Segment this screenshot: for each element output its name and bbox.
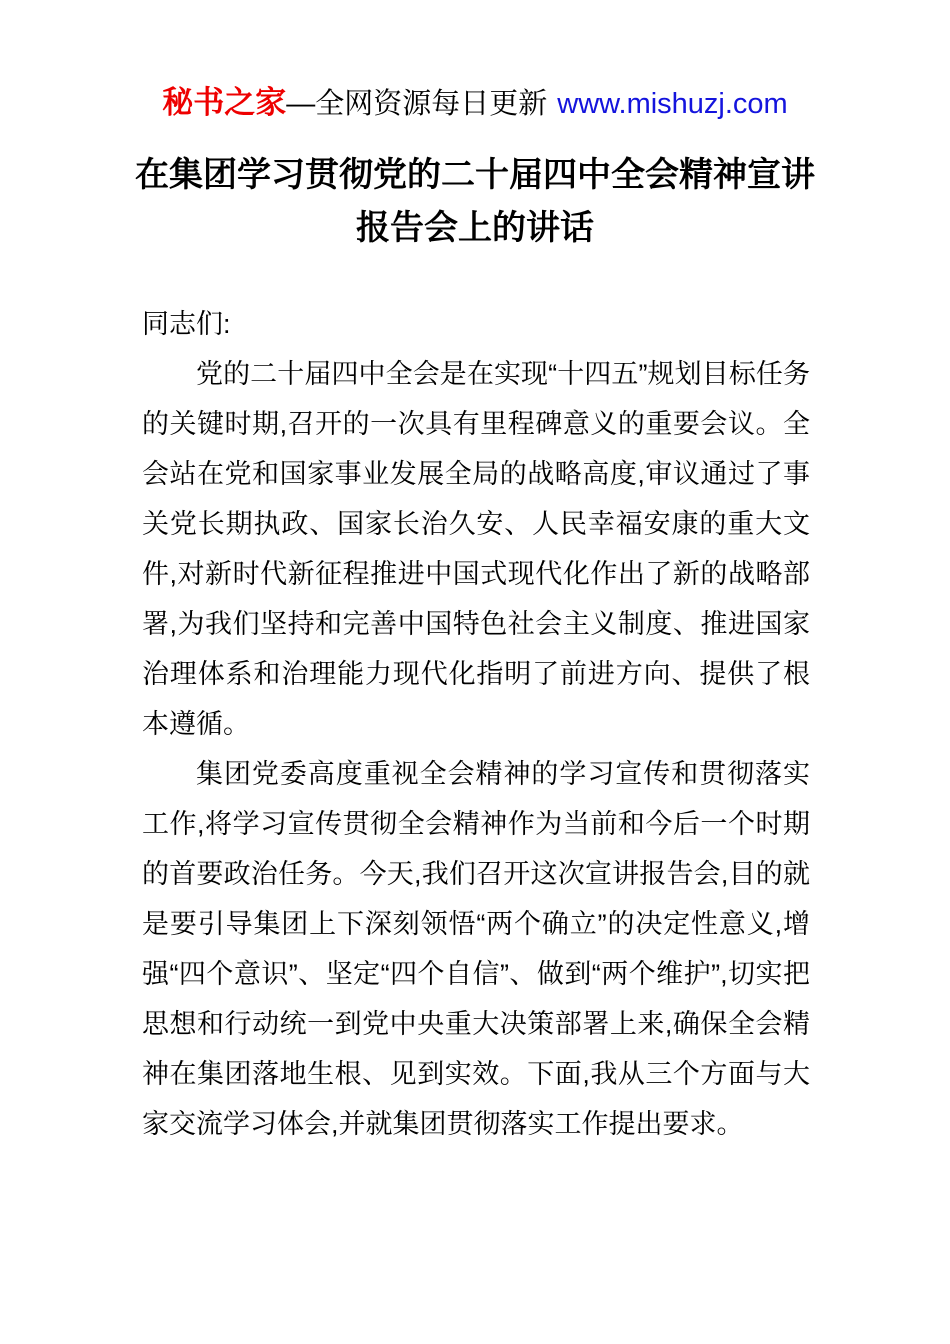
paragraph-2: 集团党委高度重视全会精神的学习宣传和贯彻落实工作,将学习宣传贯彻全会精神作为当前和今后一个时期的首要政治任务。今天,我们召开这次宣讲报告会,目的就是要引导集团上下深刻领悟“两个确立”的决定性意义,增强“四个意识”、坚定“四个自信”、做到“两个维护”,切实把思想和行动统一到党中央重大决策部署上来,确保全会精神在集团落地生根、见到实效。下面,我从三个方面与大家交流学习体会,并就集团贯彻落实工作提出要求。 <box>142 759 810 1139</box>
salutation: 同志们: <box>142 309 231 339</box>
site-tagline: —全网资源每日更新 <box>286 88 548 120</box>
paragraph-1: 党的二十届四中全会是在实现“十四五”规划目标任务的关键时期,召开的一次具有里程碑意义的重要会议。全会站在党和国家事业发展全局的战略高度,审议通过了事关党长期执政、国家长治久安、人民幸福安康的重大文件,对新时代新征程推进中国式现代化作出了新的战略部署,为我们坚持和完善中国特色社会主义制度、推进国家治理体系和治理能力现代化指明了前进方向、提供了根本遵循。 <box>142 359 810 739</box>
site-url-link[interactable]: www.mishuzj.com <box>557 88 788 120</box>
site-header <box>0 0 950 123</box>
document-title: 在集团学习贯彻党的二十届四中全会精神宣讲报告会上的讲话 <box>135 156 815 247</box>
site-brand: 秘书之家 <box>162 85 287 120</box>
document-body <box>142 299 810 1149</box>
